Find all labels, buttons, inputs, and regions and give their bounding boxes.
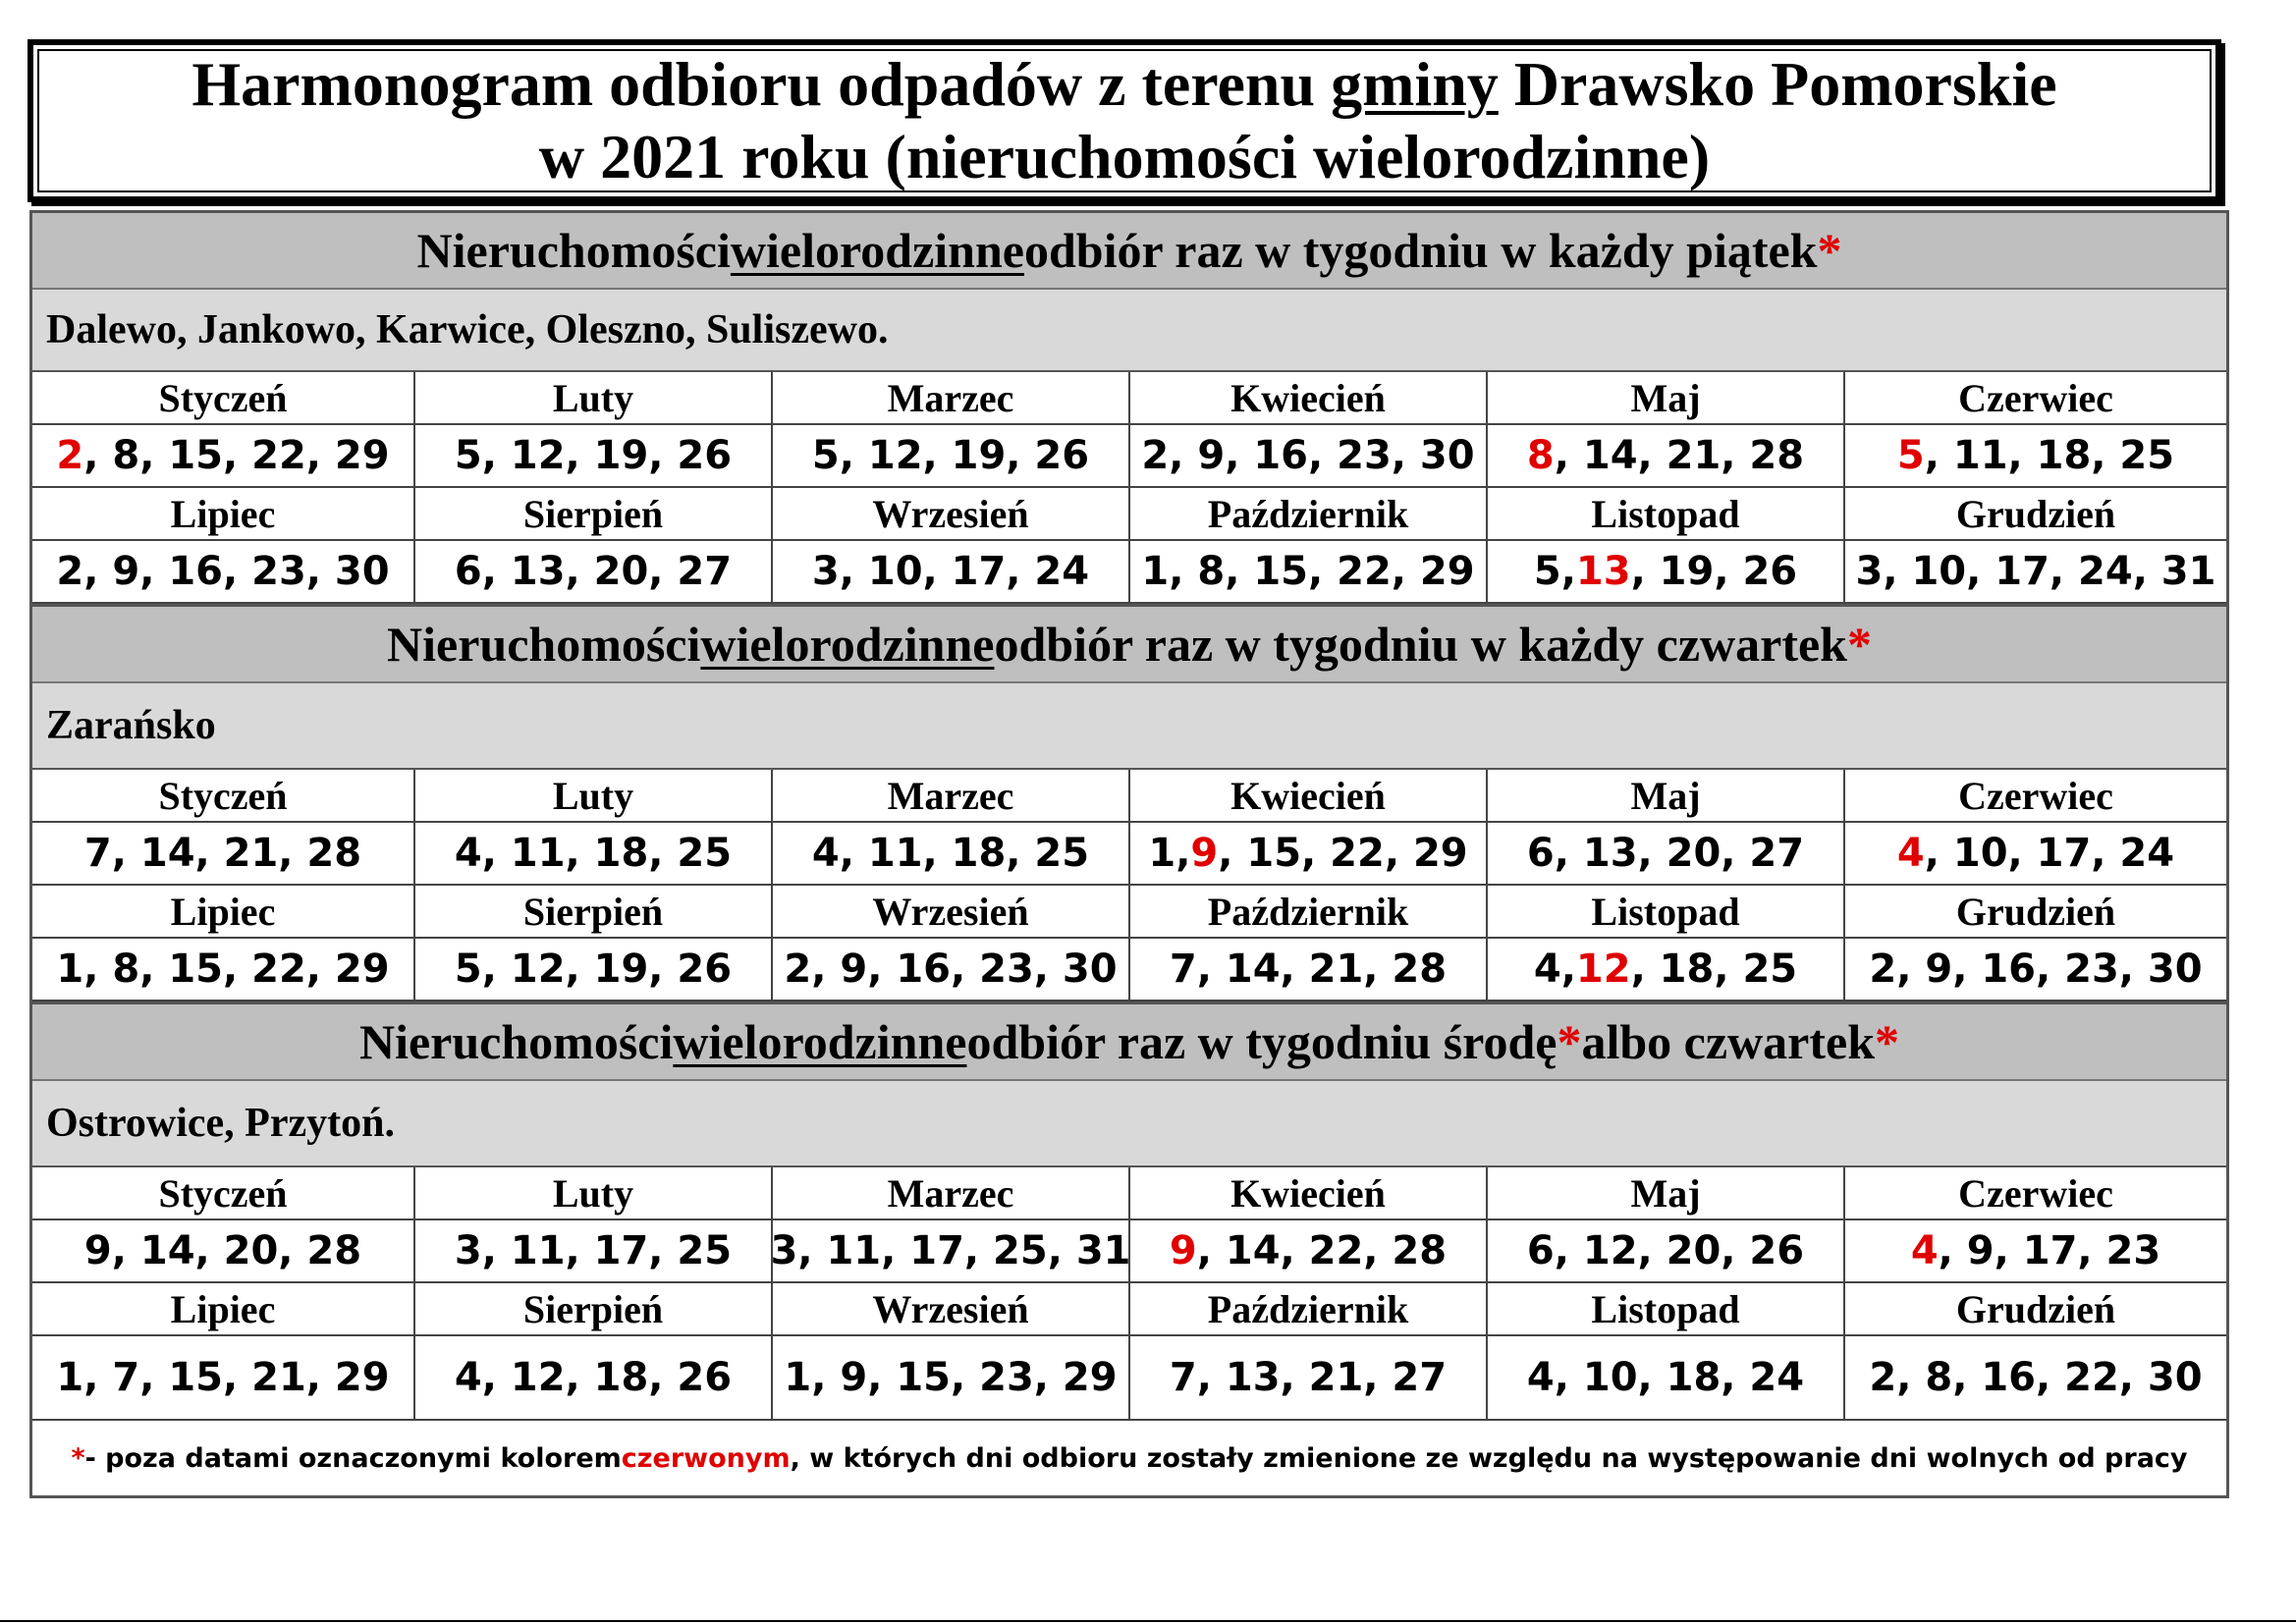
date-text: , 19, 26	[1630, 549, 1798, 594]
pickup-dates	[415, 1220, 773, 1283]
month-name: Czerwiec	[1845, 770, 2226, 823]
pickup-dates	[1845, 823, 2226, 886]
date-text: 2, 9, 16, 23, 30	[56, 549, 390, 594]
date-text: 4, 11, 18, 25	[811, 831, 1090, 876]
date-text: , 11, 18, 25	[1924, 433, 2175, 478]
date-text: 4,	[1533, 947, 1576, 992]
pickup-dates	[1845, 425, 2226, 488]
footnote-red-word: czerwonym	[621, 1442, 791, 1474]
pickup-dates	[415, 939, 773, 1001]
title-box	[27, 39, 2221, 202]
schedule-grid	[32, 770, 2226, 1001]
date-text: 7, 13, 21, 27	[1169, 1355, 1448, 1400]
pickup-dates	[1845, 1336, 2226, 1421]
date-text: 1, 9, 15, 23, 29	[784, 1355, 1118, 1400]
pickup-dates	[1130, 541, 1488, 604]
section-heading	[32, 210, 2226, 290]
pickup-dates	[773, 939, 1130, 1001]
pickup-dates	[415, 823, 773, 886]
changed-date: 8	[1526, 433, 1555, 478]
schedule-section	[29, 210, 2229, 604]
date-text: 5, 12, 19, 26	[454, 947, 733, 992]
date-text: 1,	[1148, 831, 1191, 876]
date-text: 4, 12, 18, 26	[454, 1355, 733, 1400]
pickup-dates	[1130, 1336, 1488, 1421]
pickup-dates	[32, 939, 415, 1001]
localities-list: Zarańsko	[32, 683, 2226, 770]
pickup-dates	[1845, 1220, 2226, 1283]
date-text: 5, 12, 19, 26	[811, 433, 1090, 478]
pickup-dates	[770, 1220, 1131, 1283]
date-text: 5, 12, 19, 26	[454, 433, 733, 478]
month-name: Lipiec	[32, 488, 415, 541]
date-text: 2, 9, 16, 23, 30	[1141, 433, 1475, 478]
date-text: 6, 13, 20, 27	[454, 549, 733, 594]
changed-date: 12	[1575, 947, 1631, 992]
date-text: 3, 10, 17, 24	[811, 549, 1090, 594]
date-text: 1, 7, 15, 21, 29	[56, 1355, 390, 1400]
date-text: , 9, 17, 23	[1938, 1228, 2161, 1273]
date-text: , 15, 22, 29	[1218, 831, 1468, 876]
section-heading	[32, 1001, 2226, 1081]
date-text: 2, 9, 16, 23, 30	[1869, 947, 2203, 992]
changed-date: 13	[1575, 549, 1631, 594]
localities-list: Ostrowice, Przytoń.	[32, 1081, 2226, 1167]
date-text: 1, 8, 15, 22, 29	[1141, 549, 1475, 594]
pickup-dates	[32, 541, 415, 604]
heading-text: odbiór raz w tygodniu w każdy czwartek	[994, 617, 1847, 672]
month-name: Sierpień	[415, 886, 773, 939]
pickup-dates	[1488, 425, 1845, 488]
footnote-text-end: , w których dni odbioru zostały zmienione ze względu na występowanie dni wolnych od pracy	[790, 1442, 2188, 1474]
date-text: , 10, 17, 24	[1924, 831, 2175, 876]
pickup-dates	[773, 823, 1130, 886]
pickup-dates	[1130, 425, 1488, 488]
pickup-dates	[1845, 939, 2226, 1001]
month-name: Marzec	[773, 770, 1130, 823]
pickup-dates	[1130, 823, 1488, 886]
schedule-grid	[32, 1167, 2226, 1421]
schedule-section	[29, 604, 2229, 1001]
month-name: Lipiec	[32, 886, 415, 939]
pickup-dates	[773, 1336, 1130, 1421]
heading-underlined-word: wielorodzinne	[730, 223, 1024, 278]
heading-underlined-word: wielorodzinne	[700, 617, 995, 672]
asterisk-marker: *	[1557, 1014, 1582, 1069]
changed-date: 9	[1190, 831, 1219, 876]
footnote-text: - poza datami oznaczonymi kolorem	[84, 1442, 622, 1474]
date-text: 3, 11, 17, 25, 31	[770, 1228, 1131, 1273]
month-name: Maj	[1488, 1167, 1845, 1220]
month-name: Wrzesień	[773, 886, 1130, 939]
pickup-dates	[1488, 1220, 1845, 1283]
heading-text: albo czwartek	[1581, 1014, 1876, 1069]
month-name: Listopad	[1488, 886, 1845, 939]
heading-text: Nieruchomości	[387, 617, 701, 672]
month-name: Październik	[1130, 1283, 1488, 1336]
pickup-dates	[415, 1336, 773, 1421]
month-name: Czerwiec	[1845, 372, 2226, 425]
month-name: Marzec	[773, 1167, 1130, 1220]
pickup-dates	[1488, 1336, 1845, 1421]
pickup-dates	[32, 823, 415, 886]
month-name: Styczeń	[32, 770, 415, 823]
pickup-dates	[415, 541, 773, 604]
month-name: Październik	[1130, 886, 1488, 939]
month-name: Sierpień	[415, 488, 773, 541]
pickup-dates	[1130, 939, 1488, 1001]
page-bottom-rule	[0, 1620, 2296, 1622]
title-text-end: Drawsko Pomorskie	[1498, 49, 2057, 119]
month-name: Styczeń	[32, 1167, 415, 1220]
month-name: Kwiecień	[1130, 1167, 1488, 1220]
pickup-dates	[32, 1336, 415, 1421]
pickup-dates	[1488, 823, 1845, 886]
date-text: 7, 14, 21, 28	[1169, 947, 1448, 992]
month-name: Grudzień	[1845, 886, 2226, 939]
month-name: Luty	[415, 1167, 773, 1220]
pickup-dates	[1488, 541, 1845, 604]
asterisk-marker: *	[1875, 1014, 1900, 1069]
month-name: Lipiec	[32, 1283, 415, 1336]
section-heading	[32, 604, 2226, 683]
date-text: 6, 13, 20, 27	[1526, 831, 1805, 876]
heading-text: odbiór raz w tygodniu w każdy piątek	[1023, 223, 1818, 278]
heading-underlined-word: wielorodzinne	[673, 1014, 967, 1069]
localities-list: Dalewo, Jankowo, Karwice, Oleszno, Suliszewo.	[32, 290, 2226, 372]
date-text: , 14, 22, 28	[1196, 1228, 1448, 1273]
date-text: , 8, 15, 22, 29	[83, 433, 390, 478]
date-text: 6, 12, 20, 26	[1526, 1228, 1805, 1273]
month-name: Maj	[1488, 770, 1845, 823]
changed-date: 4	[1910, 1228, 1939, 1273]
pickup-dates	[773, 425, 1130, 488]
heading-text: Nieruchomości	[416, 223, 731, 278]
date-text: 3, 11, 17, 25	[454, 1228, 733, 1273]
date-text: 4, 10, 18, 24	[1526, 1355, 1805, 1400]
heading-text: Nieruchomości	[358, 1014, 674, 1069]
title-underlined-word: gminy	[1331, 49, 1499, 119]
month-name: Wrzesień	[773, 1283, 1130, 1336]
changed-date: 5	[1896, 433, 1925, 478]
asterisk-marker: *	[1817, 223, 1842, 278]
month-name: Kwiecień	[1130, 770, 1488, 823]
month-name: Sierpień	[415, 1283, 773, 1336]
month-name: Maj	[1488, 372, 1845, 425]
changed-date: 4	[1896, 831, 1925, 876]
date-text: 1, 8, 15, 22, 29	[56, 947, 390, 992]
month-name: Wrzesień	[773, 488, 1130, 541]
month-name: Marzec	[773, 372, 1130, 425]
schedule-section	[29, 1001, 2229, 1498]
month-name: Październik	[1130, 488, 1488, 541]
date-text: 3, 10, 17, 24, 31	[1855, 549, 2216, 594]
pickup-dates	[1845, 541, 2226, 604]
date-text: , 18, 25	[1630, 947, 1798, 992]
pickup-dates	[32, 425, 415, 488]
date-text: , 14, 21, 28	[1554, 433, 1805, 478]
pickup-dates	[415, 425, 773, 488]
month-name: Styczeń	[32, 372, 415, 425]
date-text: 4, 11, 18, 25	[454, 831, 733, 876]
pickup-dates	[1488, 939, 1845, 1001]
month-name: Grudzień	[1845, 1283, 2226, 1336]
changed-date: 9	[1169, 1228, 1197, 1273]
date-text: 5,	[1533, 549, 1576, 594]
pickup-dates	[32, 1220, 415, 1283]
date-text: 2, 8, 16, 22, 30	[1869, 1355, 2203, 1400]
date-text: 2, 9, 16, 23, 30	[784, 947, 1118, 992]
title-line-1	[191, 48, 2056, 121]
schedule-sheet	[29, 210, 2229, 1498]
heading-text: odbiór raz w tygodniu środę	[966, 1014, 1558, 1069]
footnote-asterisk: *	[71, 1442, 85, 1474]
pickup-dates	[773, 541, 1130, 604]
schedule-grid	[32, 372, 2226, 604]
changed-date: 2	[56, 433, 84, 478]
asterisk-marker: *	[1846, 617, 1872, 672]
month-name: Grudzień	[1845, 488, 2226, 541]
date-text: 9, 14, 20, 28	[83, 1228, 362, 1273]
month-name: Luty	[415, 372, 773, 425]
pickup-dates	[1130, 1220, 1488, 1283]
footnote	[32, 1421, 2226, 1498]
month-name: Czerwiec	[1845, 1167, 2226, 1220]
month-name: Kwiecień	[1130, 372, 1488, 425]
month-name: Luty	[415, 770, 773, 823]
title-line-2: w 2021 roku (nieruchomości wielorodzinne)	[538, 122, 1711, 191]
date-text: 7, 14, 21, 28	[83, 831, 362, 876]
month-name: Listopad	[1488, 488, 1845, 541]
title-text: Harmonogram odbioru odpadów z terenu	[191, 49, 1332, 119]
month-name: Listopad	[1488, 1283, 1845, 1336]
